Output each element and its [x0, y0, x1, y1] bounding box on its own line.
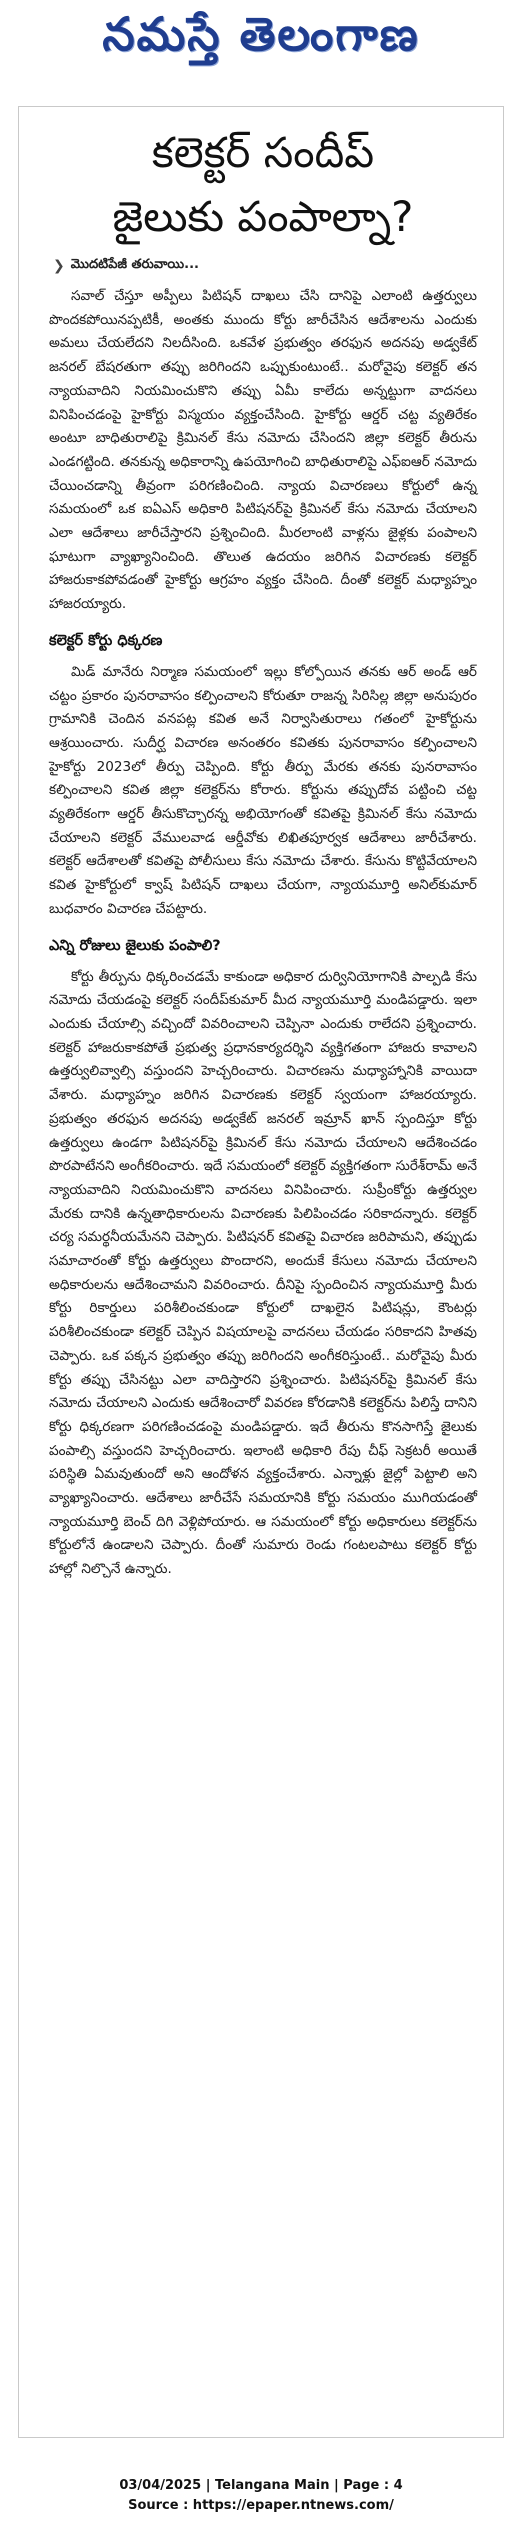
headline-line-2: జైలుకు పంపాల్నా? — [112, 192, 414, 241]
chevron-right-icon: ❯ — [53, 258, 65, 274]
continuation-kicker — [53, 257, 477, 275]
section-subhead: కలెక్టర్ కోర్టు ధిక్కరణ — [49, 632, 163, 649]
masthead — [0, 0, 522, 80]
page-footer — [0, 2476, 522, 2516]
article-paragraph: సవాల్ చేస్తూ అప్పీలు పిటిషన్ దాఖలు చేసి దానిపై ఎలాంటి ఉత్తర్వులు పొందకపోయినప్పటికీ, అంతకు ముందు కోర్టు జారీచేసిన ఆదేశాలను ఎందుకు అమలు చేయలేదని నిలదీసింది. ఒకవేళ ప్రభుత్వం తరఫున అదనపు అడ్వకేట్ జనరల్ బేషరతుగా తప్పు జరిగిందని ఒప్పుకుంటుంటే.. మరోవైపు కలెక్టర్ తన న్యాయవాదిని నియమించుకొని తప్పు ఏమీ కాలేదు అన్నట్టుగా వాదనలు వినిపించడంపై హైకోర్టు విస్మయం వ్యక్తంచేసింది. హైకోర్టు ఆర్డర్ చట్ట వ్యతిరేకం అంటూ బాధితురాలిపై క్రిమినల్ కేసు నమోదు చేసిందని జిల్లా కలెక్టర్ తీరును ఎండగట్టింది. తనకున్న అధికారాన్ని ఉపయోగించి బాధితురాలిపై ఎఫ్ఐఆర్ నమోదు చేయించడాన్ని తీవ్రంగా పరిగణించింది. న్యాయ విచారణలు కోర్టులో ఉన్న సమయంలో ఒక ఐఏఎస్ అధికారి పిటిషనర్‌పై క్రిమినల్ కేసు నమోదు చేయాలని ఎలా ఆదేశాలు జారీచేస్తారని ప్రశ్నించింది. మీరలాంటి వాళ్లను జైళ్లకు పంపాలని ఘాటుగా వ్యాఖ్యానించింది. తొలుత ఉదయం జరిగిన విచారణకు కలెక్టర్ హాజరుకాకపోవడంతో హైకోర్టు ఆగ్రహం వ్యక్తం చేసింది. దీంతో కలెక్టర్ మధ్యాహ్నం హాజరయ్యారు. — [49, 288, 477, 613]
section-subhead: ఎన్ని రోజులు జైలుకు పంపాలి? — [49, 937, 221, 954]
article-paragraph: కోర్టు తీర్పును ధిక్కరించడమే కాకుండా అధికార దుర్వినియోగానికి పాల్పడి కేసు నమోదు చేయడంపై కలెక్టర్ సందీప్‌కుమార్ మీద న్యాయమూర్తి మండిపడ్డారు. ఇలా ఎందుకు చేయాల్సి వచ్చిందో వివరించాలని చెప్పినా ఎందుకు రాలేదని ప్రశ్నించారు. కలెక్టర్ హాజరుకాకపోతే ప్రభుత్వ ప్రధానకార్యదర్శిని వ్యక్తిగతంగా హాజరు కావాలని ఉత్తర్వులివ్వాల్సి వస్తుందని హెచ్చరించారు. విచారణను మధ్యాహ్నానికి వాయిదా వేశారు. మధ్యాహ్నం జరిగిన విచారణకు కలెక్టర్ స్వయంగా హాజరయ్యారు. ప్రభుత్వం తరఫున అదనపు అడ్వకేట్ జనరల్ ఇమ్రాన్ ఖాన్ స్పందిస్తూ కోర్టు ఉత్తర్వులు ఉండగా పిటిషనర్‌పై క్రిమినల్ కేసు నమోదు చేయాలని ఆదేశించడం పొరపాటేనని అంగీకరించారు. ఇదే సమయంలో కలెక్టర్ వ్యక్తిగతంగా సురేశ్‌రామ్ అనే న్యాయవాదిని నియమించుకొని వాదనలు వినిపించారు. సుప్రీంకోర్టు ఉత్తర్వుల మేరకు దానికి ఉన్నతాధికారులను విచారణకు పిలిపించడం సరికాదన్నారు. కలెక్టర్ చర్య సమర్థనీయమేనని చెప్పారు. పిటిషనర్ కవితపై విచారణ జరిపామని, తప్పుడు సమాచారంతో కోర్టు ఉత్తర్వులు పొందారని, అందుకే కేసులు నమోదు చేయాలని అధికారులను ఆదేశించామని వివరించారు. దీనిపై స్పందించిన న్యాయమూర్తి మీరు కోర్టు రికార్డులు పరిశీలించకుండా కోర్టులో దాఖలైన పిటిషన్లు, కౌంటర్లు పరిశీలించకుండా కలెక్టర్ చెప్పిన విషయాలపై వాదనలు చేయడం సరికాదని హితవు చెప్పారు. ఒక పక్కన ప్రభుత్వం తప్పు జరిగిందని అంగీకరిస్తుంటే.. మరోవైపు మీరు కోర్టు తప్పు చేసినట్టు ఎలా వాదిస్తారని ప్రశ్నించారు. పిటిషనర్‌పై క్రిమినల్ కేసు నమోదు చేయాలని ఎందుకు ఆదేశించారో వివరణ కోరడానికి కలెక్టర్‌ను పిలిస్తే దానిని కోర్టు ధిక్కరణగా పరిగణించడంపై మండిపడ్డారు. ఇదే తీరును కొనసాగిస్తే జైలుకు పంపాల్సి వస్తుందని హెచ్చరించారు. ఇలాంటి అధికారి రేపు చీఫ్ సెక్రటరీ అయితే పరిస్థితి ఏమవుతుందో అని ఆందోళన వ్యక్తంచేశారు. ఎన్నాళ్లు జైల్లో పెట్టాలి అని వ్యాఖ్యానించారు. ఆదేశాలు జారీచేసే సమయానికి కోర్టు సమయం ముగియడంతో న్యాయమూర్తి బెంచ్ దిగి వెళ్లిపోయారు. ఆ సమయంలో కోర్టు అధికారులు కలెక్టర్‌ను కోర్టులోనే ఉండాలని చెప్పారు. దీంతో సుమారు రెండు గంటలపాటు కలెక్టర్ కోర్టు హాల్లో నిల్చొనే ఉన్నారు. — [49, 968, 477, 1578]
article-headline — [49, 121, 477, 249]
footer-source-link[interactable]: Source : https://epaper.ntnews.com/ — [128, 2498, 394, 2513]
footer-date-edition: 03/04/2025 | Telangana Main | Page : 4 — [119, 2478, 403, 2493]
kicker-text: మొదటిపేజీ తరువాయి... — [70, 257, 199, 272]
newspaper-logo: నమస్తే తెలంగాణ — [102, 7, 420, 61]
headline-line-1: కలెక్టర్ సందీప్ — [151, 128, 375, 177]
article-paragraph: మిడ్ మానేరు నిర్మాణ సమయంలో ఇల్లు కోల్పోయిన తనకు ఆర్ అండ్ ఆర్ చట్టం ప్రకారం పునరావాసం కల్పించాలని కోరుతూ రాజన్న సిరిసిల్ల జిల్లా అనుపురం గ్రామానికి చెందిన వనపట్ల కవిత అనే నిర్వాసితురాలు గతంలో హైకోర్టును ఆశ్రయించారు. సుదీర్ఘ విచారణ అనంతరం కవితకు పునరావాసం కల్పించాలని హైకోర్టు 2023లో తీర్పు చెప్పింది. కోర్టు తీర్పు మేరకు తనకు పునరావాసం కల్పించాలని కవిత జిల్లా కలెక్టర్‌ను కోరారు. కోర్టును తప్పుదోవ పట్టించి చట్ట వ్యతిరేకంగా ఆర్డర్ తీసుకొచ్చారన్న అభియోగంతో కవితపై క్రిమినల్ కేసు నమోదు చేయాలని కలెక్టర్ వేములవాడ ఆర్డీవోకు లిఖితపూర్వక ఆదేశాలు జారీచేశారు. కలెక్టర్ ఆదేశాలతో కవితపై పోలీసులు కేసు నమోదు చేశారు. కేసును కొట్టివేయాలని కవిత హైకోర్టులో క్వాష్ పిటిషన్ దాఖలు చేయగా, న్యాయమూర్తి అనిల్‌కుమార్ బుధవారం విచారణ చేపట్టారు. — [49, 663, 477, 917]
article-clipping — [18, 106, 504, 2438]
